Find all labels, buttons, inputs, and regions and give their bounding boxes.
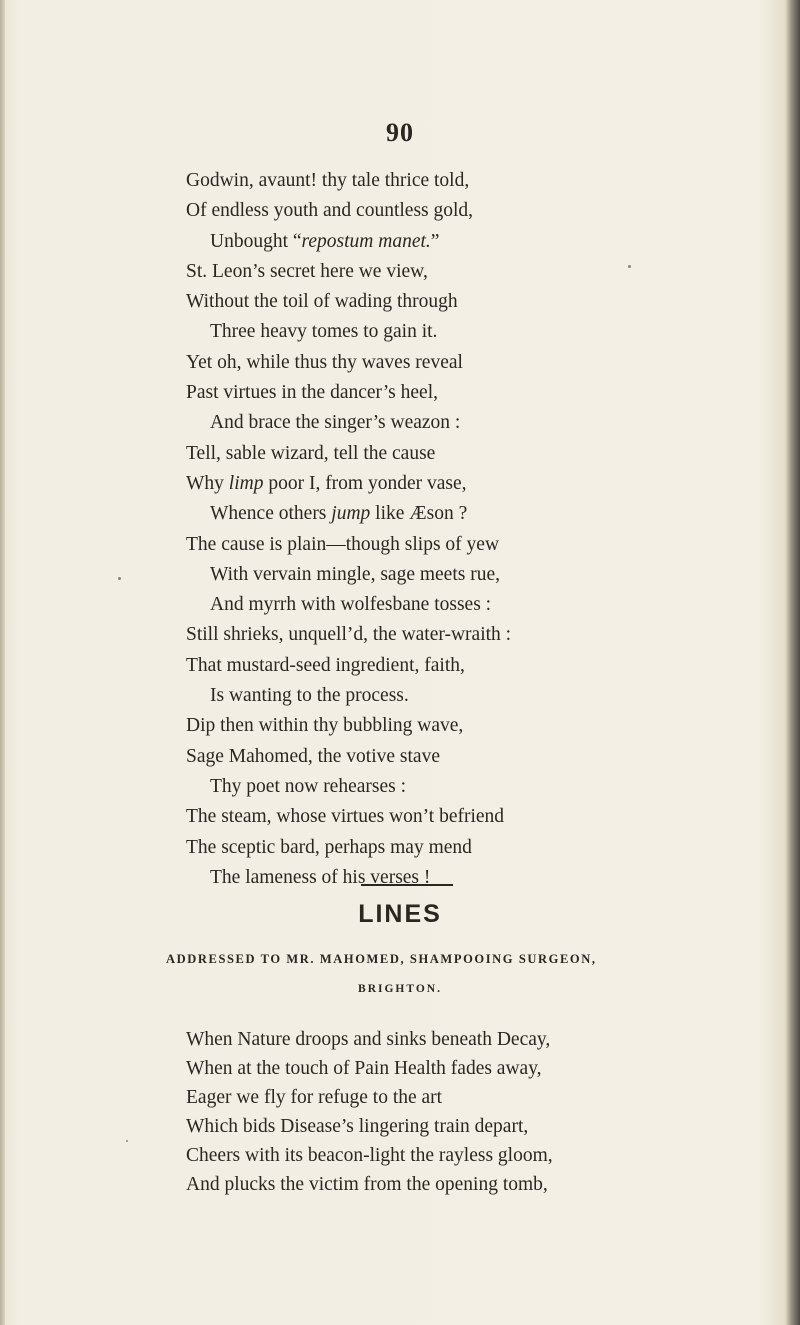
poem-line: St. Leon’s secret here we view, — [186, 260, 428, 282]
poem-line: Still shrieks, unquell’d, the water-wraith : — [186, 624, 512, 646]
poem-line: Past virtues in the dancer’s heel, — [186, 382, 438, 404]
poem-line-italic: limp — [228, 472, 264, 494]
poem-line: Of endless youth and countless gold, — [186, 200, 474, 222]
poem-line: With vervain mingle, sage meets rue, — [210, 563, 500, 585]
poem-line: That mustard-seed ingredient, faith, — [186, 654, 465, 676]
poem-line: The lameness of his verses ! — [210, 866, 431, 888]
paper-speck — [628, 265, 631, 268]
section-divider-rule — [361, 884, 453, 886]
poem-line-text: like Æson ? — [370, 503, 468, 525]
section-heading: LINES — [358, 900, 442, 928]
poem-line — [186, 469, 511, 499]
poem-line: Three heavy tomes to gain it. — [210, 321, 438, 343]
poem-line: Dip then within thy bubbling wave, — [186, 715, 464, 737]
poem-line: Thy poet now rehearses : — [210, 775, 407, 797]
poem-line-text: Whence others — [210, 503, 332, 525]
poem-line: And myrrh with wolfesbane tosses : — [210, 594, 492, 616]
paper-speck — [126, 1140, 128, 1142]
poem-line — [186, 227, 511, 257]
poem-stanza — [186, 166, 511, 893]
poem-line: When Nature droops and sinks beneath Decay, — [186, 1029, 551, 1050]
poem-line: Godwin, avaunt! thy tale thrice told, — [186, 170, 470, 191]
poem-line: Tell, sable wizard, tell the cause — [186, 442, 436, 464]
section-subtitle-line2: BRIGHTON. — [358, 983, 442, 995]
poem-line — [186, 499, 511, 529]
poem-line: Yet oh, while thus thy waves reveal — [186, 351, 463, 373]
poem-line: The sceptic bard, perhaps may mend — [186, 836, 472, 858]
poem-line-italic: jump — [331, 503, 371, 525]
page-gutter — [0, 0, 5, 1325]
page-number: 90 — [386, 118, 414, 147]
poem-lines-opening — [186, 1025, 553, 1199]
poem-line: Sage Mahomed, the votive stave — [186, 745, 440, 767]
poem-line: Cheers with its beacon-light the rayless gloom, — [186, 1145, 553, 1166]
poem-line: Eager we fly for refuge to the art — [186, 1087, 443, 1108]
poem-line: Which bids Disease’s lingering train depart, — [186, 1116, 529, 1137]
poem-line: And plucks the victim from the opening tomb, — [186, 1174, 548, 1195]
section-subtitle-line1: ADDRESSED TO MR. MAHOMED, SHAMPOOING SURGEON, — [166, 952, 597, 966]
poem-line: And brace the singer’s weazon : — [210, 412, 461, 434]
poem-line: Is wanting to the process. — [210, 685, 409, 707]
poem-line-text: poor I, from yonder vase, — [263, 472, 467, 494]
poem-line: The cause is plain—though slips of yew — [186, 533, 500, 555]
poem-line-text: ” — [430, 230, 440, 252]
poem-line: The steam, whose virtues won’t befriend — [186, 806, 505, 828]
poem-line-text: Why — [186, 472, 229, 494]
poem-line: Without the toil of wading through — [186, 291, 458, 313]
poem-line: When at the touch of Pain Health fades away, — [186, 1058, 542, 1079]
poem-line-italic: repostum manet. — [301, 230, 431, 252]
poem-line-text: Unbought “ — [210, 230, 302, 252]
paper-speck — [118, 577, 121, 580]
